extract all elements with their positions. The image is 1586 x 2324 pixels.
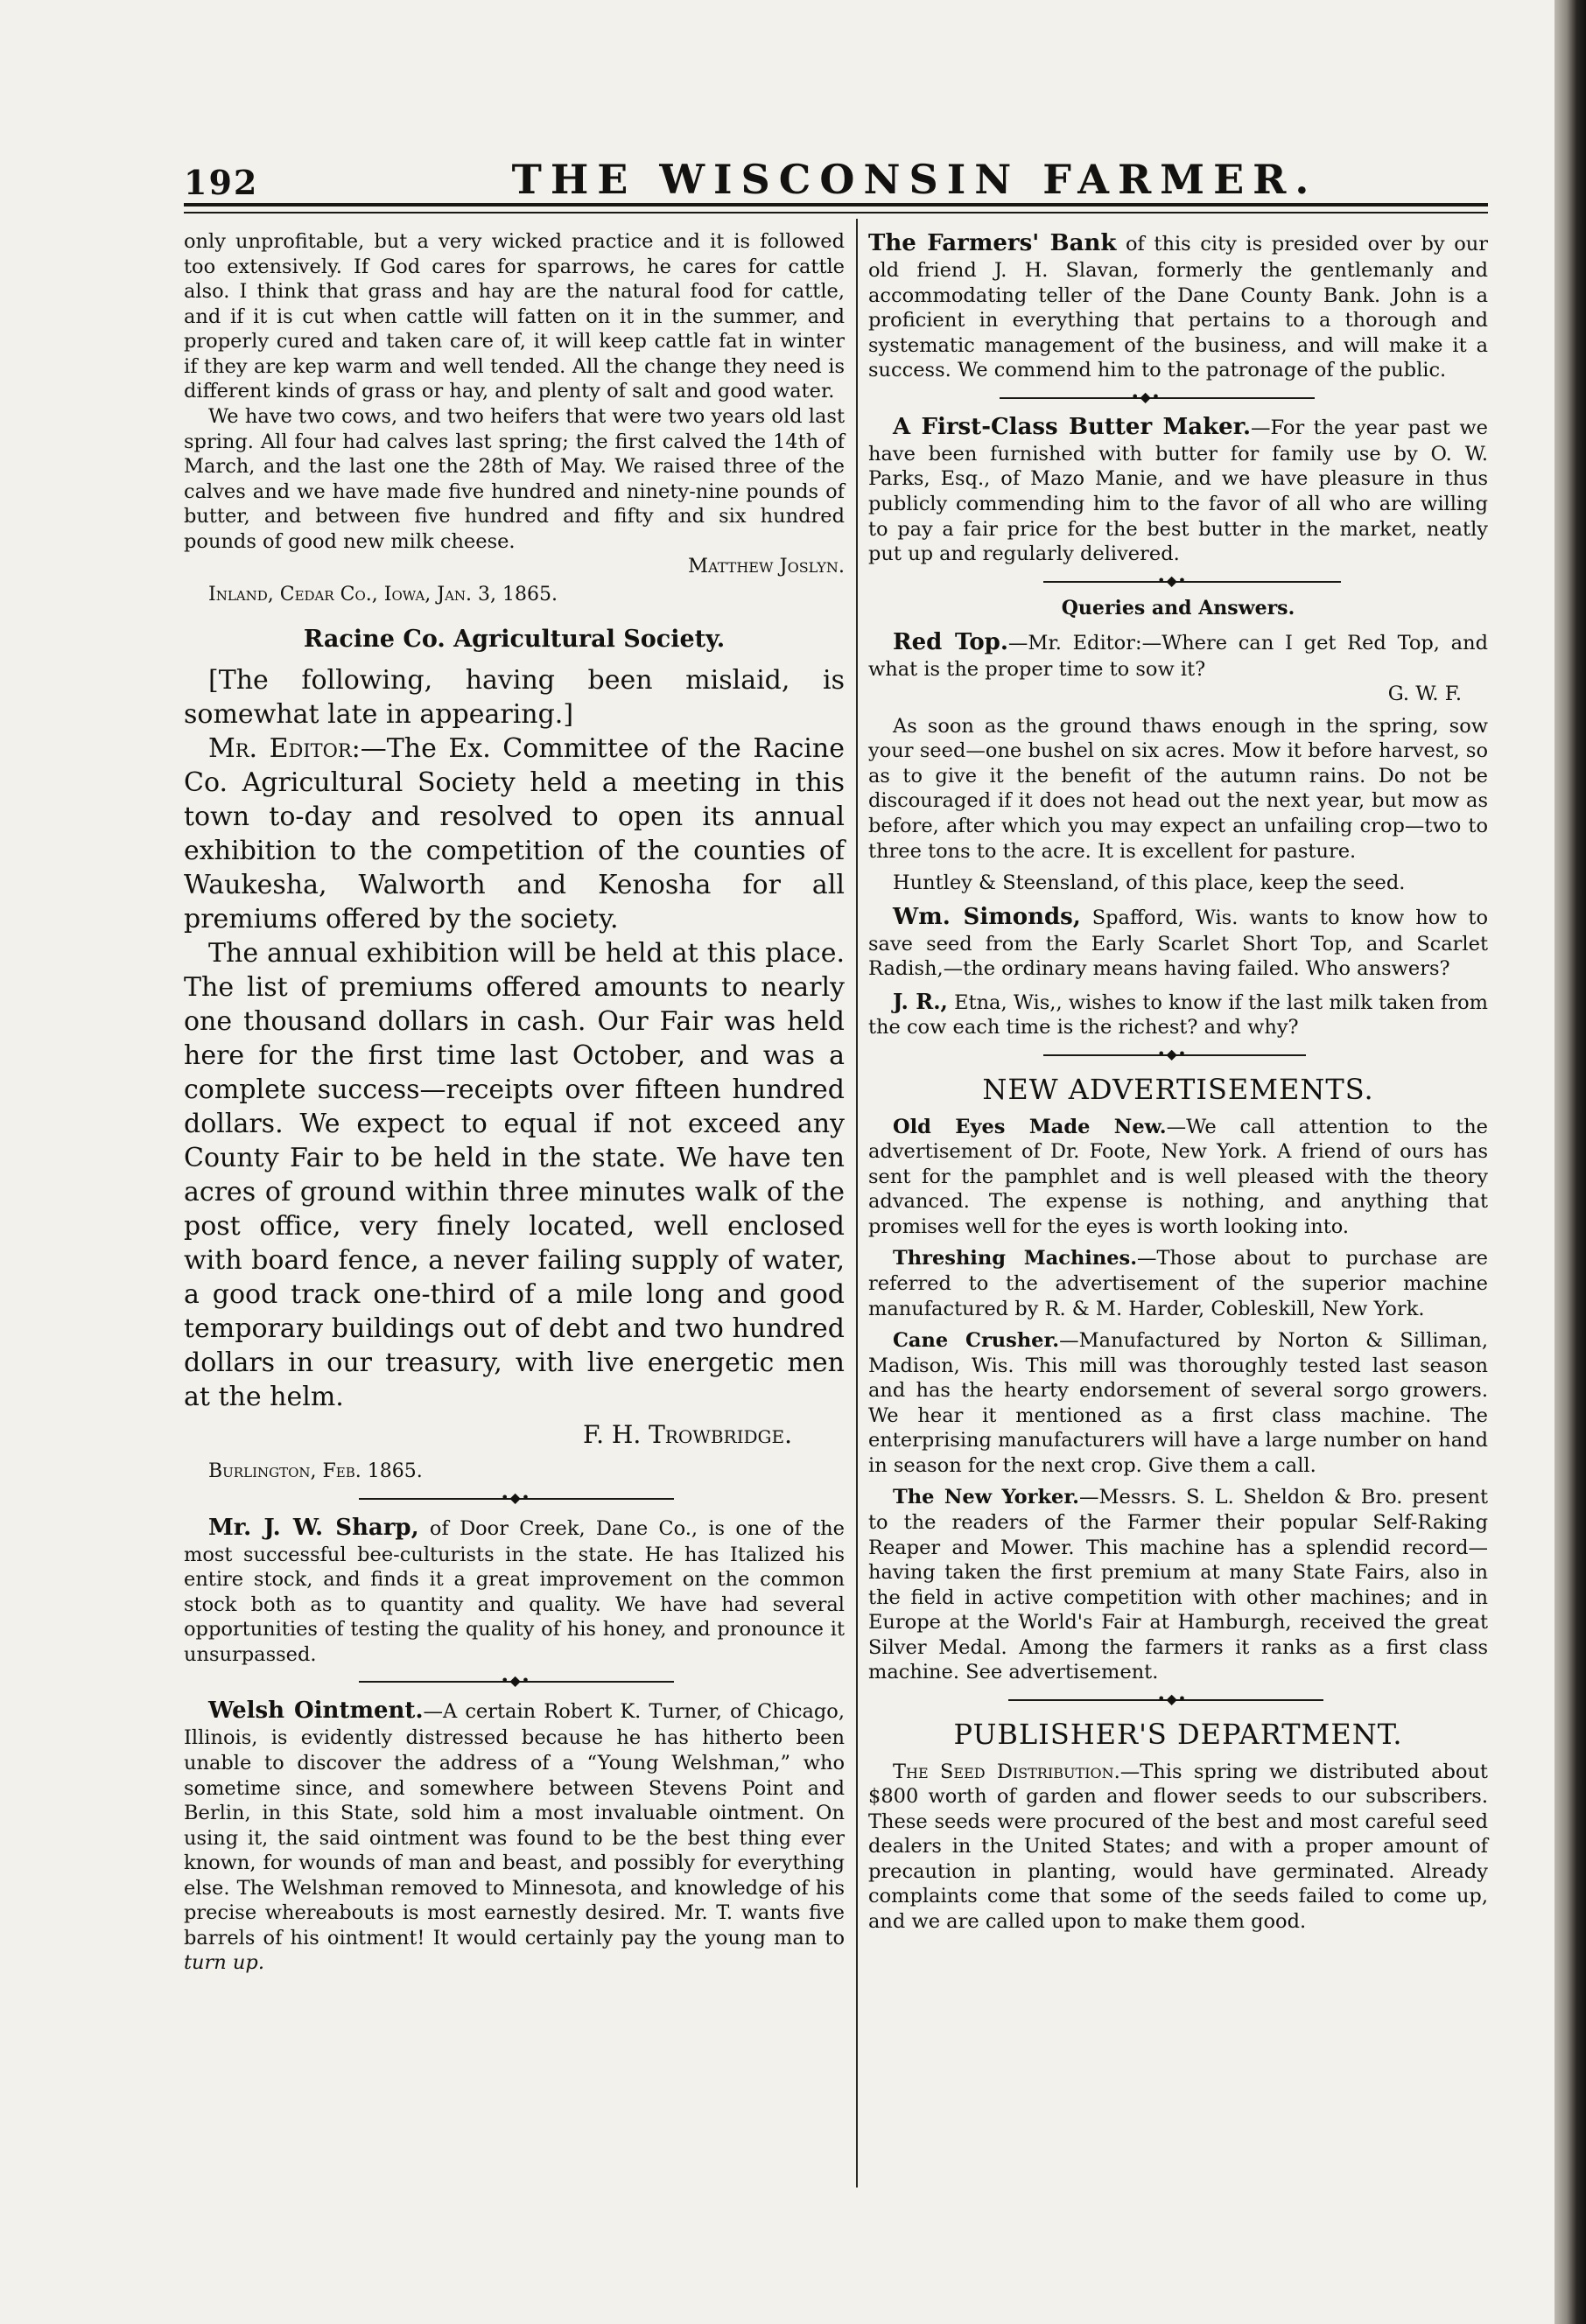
column-divider (856, 219, 858, 2188)
butter-heading: A First-Class Butter Maker. (893, 413, 1252, 440)
redtop-heading: Red Top. (893, 628, 1008, 655)
sharp-paragraph (184, 1514, 845, 1668)
header-rule-thick (184, 203, 1488, 206)
section-divider (868, 1689, 1488, 1712)
racine-salutation: Mr. Editor: (208, 733, 361, 765)
cows-paragraph (184, 404, 845, 554)
sharp-heading: Mr. J. W. Sharp, (208, 1514, 419, 1541)
inland-dateline: Inland, Cedar Co., Iowa, Jan. 3, 1865. (208, 583, 558, 606)
racine-letter-body: —The Ex. Committee of the Racine Co. Agricultural Society held a meeting in this town to-day and resolved to open its annual exhibition to the competition of the counties of Waukesha, Walworth and Kenosha for all premiums offered by the society. (184, 733, 845, 935)
cattle-article-paragraph: only unprofitable, but a very wicked practice and it is followed too extensively. If God cares for sparrows, he cares for cattle also. I think that grass and hay are the natural food for cattle, and if it is cut when cattle will fatten on it in the summer, and properly cured and taken care of, it will keep cattle fat in winter if they are kep warm and well tended. All the change they need is different kinds of grass or hay, and plenty of salt and good water. (184, 230, 845, 403)
section-divider (868, 570, 1488, 593)
eyes-body: —We call attention to the advertisement of Dr. Foote, New York. A friend of ours has sent for the pamphlet and is well pleased with the theory advanced. The expense is nothing, and anything that promises well for the eyes is worth looking into. (868, 1115, 1488, 1238)
threshing-body: —Those about to purchase are referred to the advertisement of the superior machine manufactured by R. & M. Harder, Cobleskill, New York. (868, 1247, 1488, 1320)
welsh-ending: turn up. (184, 1951, 264, 1975)
cows-paragraph-text: We have two cows, and two heifers that were two years old last spring. All four had calves last spring; the first calved the 14th of March, and the last one the 28th of May. We raised three of the calves and we have made five hundred and ninety-nine pounds of butter, and between five hundred and fifty and six hundred pounds of good new milk cheese. (184, 404, 845, 553)
bank-heading: The Farmers' Bank (868, 230, 1117, 256)
publishers-department-title: PUBLISHER'S DEPARTMENT. (953, 1717, 1403, 1751)
section-divider (868, 1044, 1488, 1067)
divider-ornament: •◆• (1157, 571, 1188, 589)
eyes-heading: Old Eyes Made New. (893, 1115, 1167, 1138)
simonds-paragraph (868, 903, 1488, 982)
joslyn-signature: Matthew Joslyn. (687, 555, 845, 578)
redtop-body: —Mr. Editor:—Where can I get Red Top, and what is the proper time to sow it? (868, 631, 1488, 681)
cane-heading: Cane Crusher. (893, 1329, 1060, 1353)
redtop-answer: As soon as the ground thaws enough in the spring, sow your seed—one bushel on six acres. Mow it before harvest, so as to give it the benefit of the autumn rains. Do not be discouraged if it does not head out the next year, but mow as before, after which you may expect an unfailing crop—two to three tons to the acre. It is excellent for pasture. (868, 714, 1488, 863)
page-number: 192 (184, 163, 259, 202)
butter-paragraph (868, 413, 1488, 567)
racine-letter (184, 732, 845, 936)
bank-paragraph (868, 229, 1488, 383)
huntley-note: Huntley & Steensland, of this place, keep the seed. (893, 872, 1406, 895)
yorker-heading: The New Yorker. (893, 1486, 1079, 1509)
divider-ornament: •◆• (1131, 388, 1161, 405)
page-header (184, 156, 1488, 201)
left-column (184, 229, 845, 1976)
divider-ornament: •◆• (1157, 1690, 1188, 1707)
welsh-body: —A certain Robert K. Turner, of Chicago, Illinois, is evidently distressed because he has hitherto been unable to discover the address of a “Young Welshman,” who sometime since, and somewhere between Stevens Point and Berlin, in this State, sold him a most invaluable ointment. On using it, the said ointment was found to be the best thing ever known, for wounds of man and beast, and possibly for everything else. The Welshman removed to Minnesota, and knowledge of his precise whereabouts is most earnestly desired. Mr. T. wants five barrels of his ointment! It would certainly pay the young man to (184, 1700, 845, 1950)
yorker-body: —Messrs. S. L. Sheldon & Bro. present to the readers of the Farmer their popular Self-Raking Reaper and Mower. This machine has a splendid record—having taken the first premium at many State Fairs, also in the field in active competition with other machines; and in Europe at the World's Fair at Hamburgh, received the great Silver Medal. Among the farmers it ranks as a first class machine. See advertisement. (868, 1486, 1488, 1684)
butter-body: —For the year past we have been furnished with butter for family use by O. W. Parks, Esq., of Mazo Manie, and we have pleasure in thus publicly commending him to the favor of all who are willing to pay a fair price for the best butter in the market, neatly put up and regularly delivered. (868, 416, 1488, 566)
divider-ornament: •◆• (1157, 1045, 1188, 1062)
threshing-paragraph (868, 1246, 1488, 1321)
cane-paragraph (868, 1328, 1488, 1478)
bank-body: of this city is presided over by our old friend J. H. Slavan, formerly the gentlemanly and accommodating teller of the Dane County Bank. John is a proficient in everything that pertains to a thorough and systematic management of the business, and will make it a success. We commend him to the patronage of the public. (868, 233, 1488, 382)
section-divider (868, 387, 1488, 410)
sharp-body: of Door Creek, Dane Co., is one of the most successful bee-culturists in the state. He has Italized his entire stock, and finds it a great improvement on the common stock both as to quantity and quality. We have had several opportunities of testing the quality of his honey, and pronounce it unsurpassed. (184, 1516, 845, 1666)
redtop-signature: G. W. F. (1387, 682, 1462, 706)
redtop-question (868, 628, 1488, 682)
eyes-paragraph (868, 1115, 1488, 1240)
seed-heading: The Seed Distribution. (893, 1760, 1120, 1783)
header-rule-thin (184, 212, 1488, 214)
divider-line (1043, 581, 1341, 583)
racine-exhibition-paragraph: The annual exhibition will be held at this place. The list of premiums offered amounts to nearly one thousand dollars in cash. Our Fair was held here for the first time last October, and was a complete success—receipts over fifteen hundred dollars. We expect to equal if not exceed any County Fair to be held in the state. We have ten acres of ground within three minutes walk of the post office, very finely located, well enclosed with board fence, a never failing supply of water, a good track one-third of a mile long and good temporary buildings out of debt and two hundred dollars in our treasury, with live energetic men at the helm. (184, 938, 845, 1413)
jr-paragraph (868, 989, 1488, 1040)
welsh-heading: Welsh Ointment. (208, 1698, 424, 1725)
jr-heading: J. R., (893, 988, 948, 1014)
threshing-heading: Threshing Machines. (893, 1247, 1138, 1270)
section-divider (184, 1670, 849, 1693)
right-column (868, 229, 1488, 1935)
masthead-title: THE WISCONSIN FARMER. (511, 156, 1318, 203)
divider-ornament: •◆• (501, 1488, 531, 1506)
simonds-body: Spafford, Wis. wants to know how to save seed from the Early Scarlet Short Top, and Scarlet Radish,—the ordinary means having failed. Who answers? (868, 906, 1488, 981)
burlington-dateline: Burlington, Feb. 1865. (208, 1460, 423, 1482)
seed-body: —This spring we distributed about $800 worth of garden and flower seeds to our subscribers. These seeds were procured of the best and most careful seed dealers in the United States; and with a proper amount of precaution in planting, would have germinated. Already complaints come that some of the seeds failed to come up, and we are called upon to make them good. (868, 1760, 1488, 1933)
divider-ornament: •◆• (501, 1672, 531, 1690)
racine-note: [The following, having been mislaid, is somewhat late in appearing.] (184, 665, 845, 731)
cane-body: —Manufactured by Norton & Silliman, Madison, Wis. This mill was thoroughly tested last season and has the hearty endorsement of several sorgo growers. We hear it mentioned as a first class machine. The enterprising manufacturers will have a large number on hand in season for the next crop. Give them a call. (868, 1329, 1488, 1477)
queries-title: Queries and Answers. (1061, 596, 1295, 620)
racine-title: Racine Co. Agricultural Society. (303, 625, 726, 653)
page-binding-edge (1554, 0, 1586, 2324)
yorker-paragraph (868, 1485, 1488, 1685)
trowbridge-signature: F. H. Trowbridge. (583, 1420, 792, 1450)
section-divider (184, 1488, 849, 1510)
seed-paragraph (868, 1760, 1488, 1935)
welsh-paragraph (184, 1697, 845, 1976)
new-advertisements-title: NEW ADVERTISEMENTS. (982, 1072, 1374, 1106)
jr-body: Etna, Wis,, wishes to know if the last milk taken from the cow each time is the richest? and why? (868, 990, 1489, 1040)
simonds-heading: Wm. Simonds, (893, 903, 1081, 930)
